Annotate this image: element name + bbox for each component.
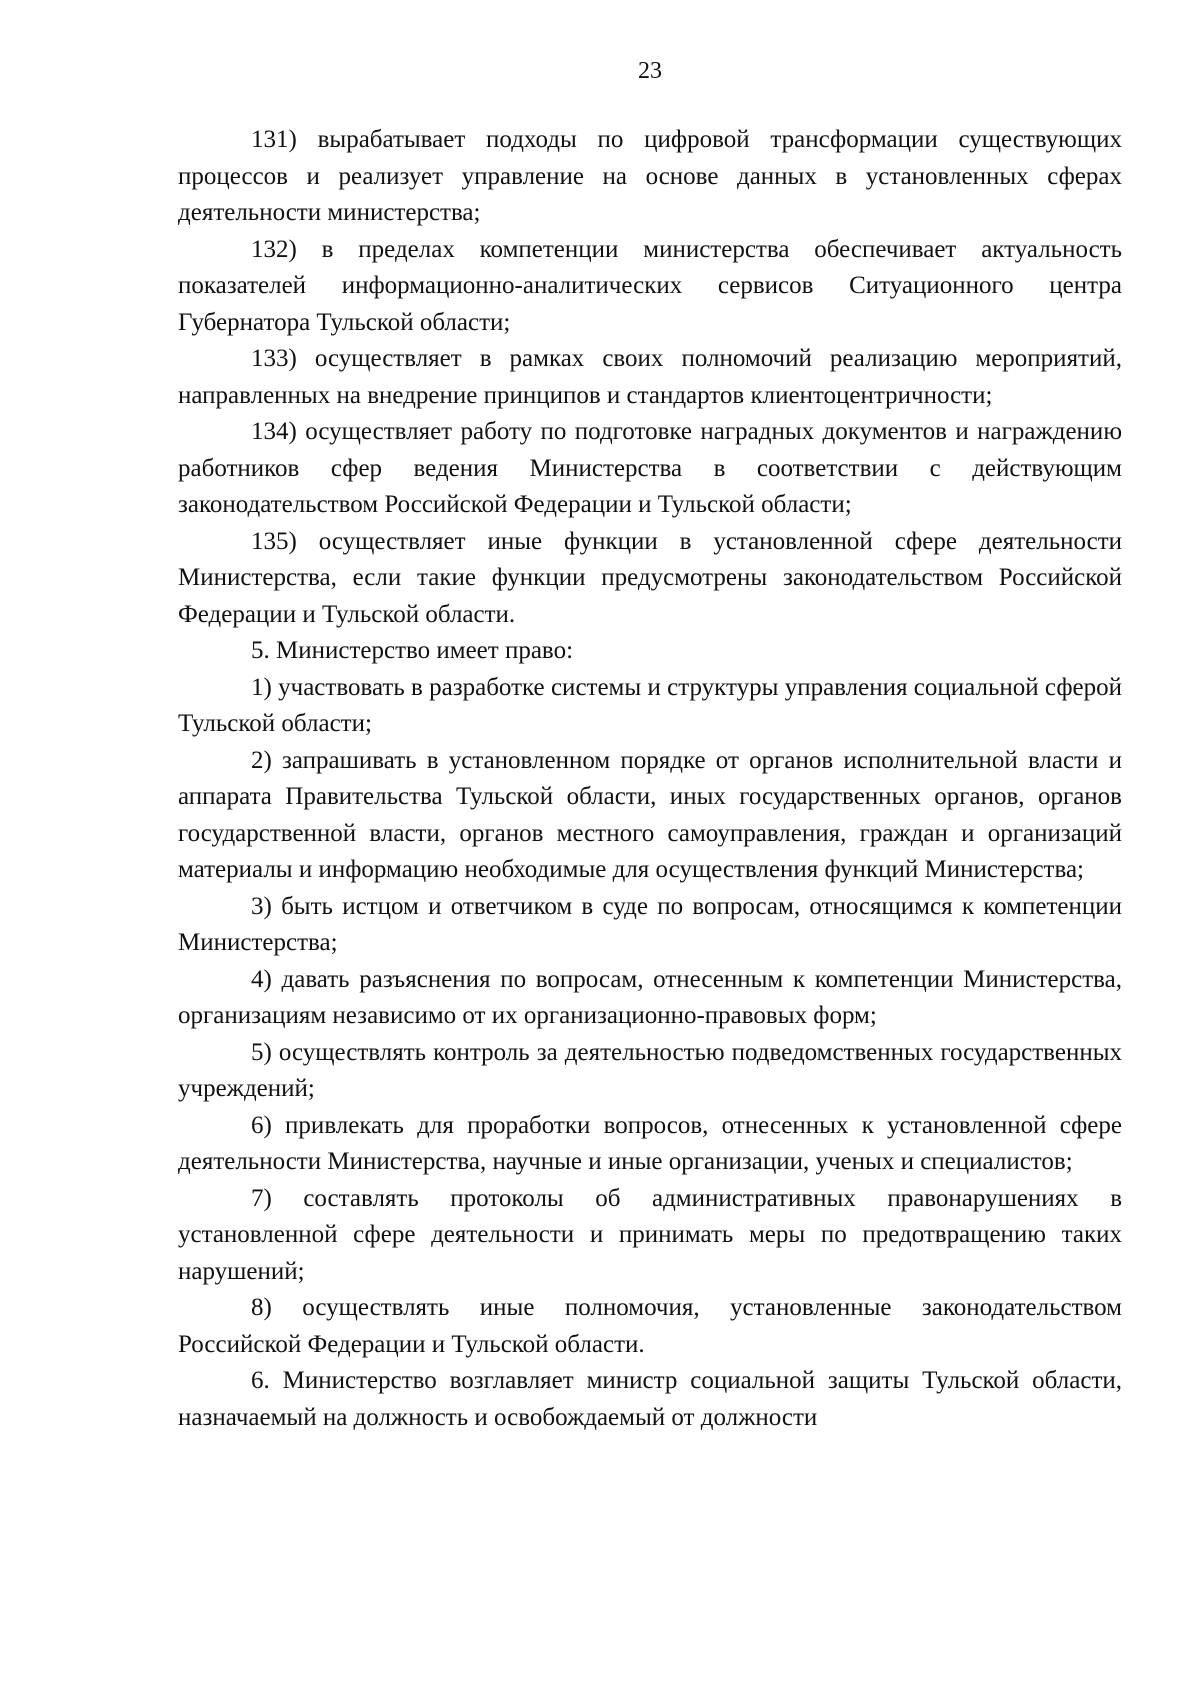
right-item-8: 8) осуществлять иные полномочия, установленные законодательством Российской Федерации и Тульской области. — [178, 1294, 1122, 1358]
page-number: 23 — [638, 58, 662, 84]
right-item-3: 3) быть истцом и ответчиком в суде по вопросам, относящимся к компетенции Министерства; — [178, 892, 1122, 956]
paragraph-132: 132) в пределах компетенции министерства обеспечивает актуальность показателей информационно-аналитических сервисов Ситуационного центра Губернатора Тульской области; — [178, 235, 1122, 336]
right-item-1: 1) участвовать в разработке системы и структуры управления социальной сферой Тульской области; — [178, 673, 1122, 737]
right-item-4: 4) давать разъяснения по вопросам, отнесенным к компетенции Министерства, организациям независимо от их организационно-правовых форм; — [178, 965, 1122, 1029]
paragraph-131: 131) вырабатывает подходы по цифровой трансформации существующих процессов и реализует управление на основе данных в установленных сферах деятельности министерства; — [178, 126, 1122, 226]
right-item-7: 7) составлять протоколы об административных правонарушениях в установленной сфере деятельности и принимать меры по предотвращению таких нарушений; — [178, 1184, 1122, 1285]
right-item-5: 5) осуществлять контроль за деятельностью подведомственных государственных учреждений; — [178, 1038, 1122, 1102]
paragraph-134: 134) осуществляет работу по подготовке наградных документов и награждению работников сфер ведения Министерства в соответствии с действующим законодательством Российской Федерации и Тульской области; — [178, 418, 1122, 518]
document-body — [178, 122, 1122, 1436]
right-item-2: 2) запрашивать в установленном порядке от органов исполнительной власти и аппарата Правительства Тульской области, иных государственных органов, органов государственной власти, органов местного самоуправления, граждан и организаций материалы и информацию необходимые для осуществления функций Министерства; — [178, 746, 1122, 883]
paragraph-133: 133) осуществляет в рамках своих полномочий реализацию мероприятий, направленных на внедрение принципов и стандартов клиентоцентричности; — [178, 345, 1122, 409]
paragraph-135: 135) осуществляет иные функции в установленной сфере деятельности Министерства, если такие функции предусмотрены законодательством Российской Федерации и Тульской области. — [178, 527, 1122, 628]
section-6-paragraph: 6. Министерство возглавляет министр социальной защиты Тульской области, назначаемый на должность и освобождаемый от должности — [178, 1367, 1122, 1431]
section-5-heading: 5. Министерство имеет право: — [251, 637, 574, 664]
right-item-6: 6) привлекать для проработки вопросов, отнесенных к установленной сфере деятельности Министерства, научные и иные организации, ученых и специалистов; — [178, 1111, 1122, 1175]
